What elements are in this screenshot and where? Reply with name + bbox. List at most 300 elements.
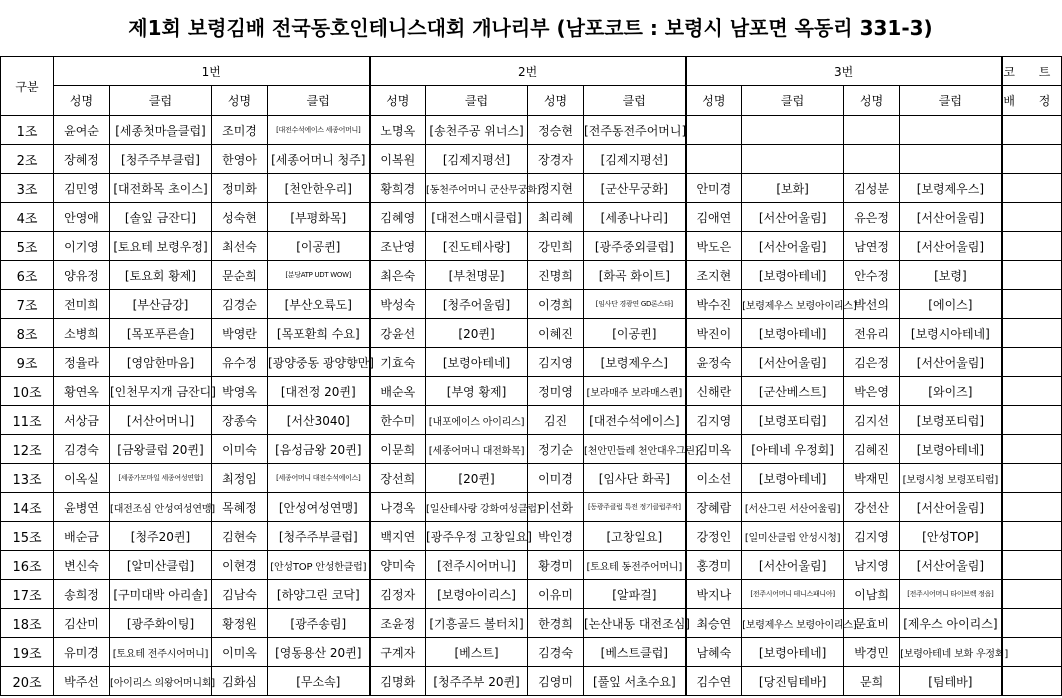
player-name-cell: 조윤정 <box>370 609 426 638</box>
code-cell <box>1002 232 1062 261</box>
club-cell: [보령아테네] <box>742 464 844 493</box>
player-name-cell: 유수정 <box>212 348 268 377</box>
player-name-cell: 이유미 <box>528 580 584 609</box>
club-cell: [부천명문] <box>426 261 528 290</box>
code-cell <box>1002 145 1062 174</box>
player-name-cell: 김경숙 <box>54 435 110 464</box>
club-cell: [베스트] <box>426 638 528 667</box>
club-cell: [보령아테네 보화 우정회] <box>900 638 1002 667</box>
club-cell: [군산무궁화] <box>584 174 686 203</box>
club-cell: [서산어울림] <box>900 203 1002 232</box>
player-name-cell: 박은영 <box>844 377 900 406</box>
club-cell: [부산오륙도] <box>268 290 370 319</box>
group-label: 19조 <box>1 638 54 667</box>
player-name-cell: 황경미 <box>528 551 584 580</box>
player-name-cell: 박주선 <box>54 667 110 696</box>
player-name-cell: 이혜진 <box>528 319 584 348</box>
page-title: 제1회 보령김배 전국동호인테니스대회 개나리부 (남포코트 : 보령시 남포면 옥동리 331-3) <box>128 16 933 40</box>
club-cell: [보령제우스] <box>900 174 1002 203</box>
player-name-cell: 이미옥 <box>212 638 268 667</box>
code-cell <box>1002 377 1062 406</box>
player-name-cell: 한수미 <box>370 406 426 435</box>
table-row <box>1 203 1062 232</box>
club-cell: [고창일요] <box>584 522 686 551</box>
table-row <box>1 319 1062 348</box>
player-name-cell: 김혜영 <box>370 203 426 232</box>
player-name-cell: 박인경 <box>528 522 584 551</box>
player-name-cell: 성숙현 <box>212 203 268 232</box>
club-cell: [서산3040] <box>268 406 370 435</box>
player-name-cell: 변신숙 <box>54 551 110 580</box>
player-name-cell: 장선희 <box>370 464 426 493</box>
player-name-cell: 백지연 <box>370 522 426 551</box>
code-cell <box>1002 493 1062 522</box>
club-cell: [서산어울림] <box>742 232 844 261</box>
player-name-cell: 김지영 <box>844 522 900 551</box>
club-cell: [김제지평선] <box>584 145 686 174</box>
club-cell: [부영 황제] <box>426 377 528 406</box>
club-cell: [영암한마음] <box>110 348 212 377</box>
club-cell: [금왕클럽 20퀸] <box>110 435 212 464</box>
table-row <box>1 580 1062 609</box>
player-name-cell: 이미경 <box>528 464 584 493</box>
group-label: 17조 <box>1 580 54 609</box>
code-cell <box>1002 667 1062 696</box>
table-row <box>1 435 1062 464</box>
group-label: 8조 <box>1 319 54 348</box>
club-cell: [김제지평선] <box>426 145 528 174</box>
club-cell: [청주20퀸] <box>110 522 212 551</box>
club-cell: [대전화목 초이스] <box>110 174 212 203</box>
player-name-cell: 이남희 <box>844 580 900 609</box>
table-row <box>1 522 1062 551</box>
table-row <box>1 290 1062 319</box>
club-cell: [진도테사랑] <box>426 232 528 261</box>
club-cell: [대전수석에이스] <box>584 406 686 435</box>
player-name-cell: 안영애 <box>54 203 110 232</box>
court-1-header: 1번 <box>54 57 370 86</box>
club-cell: [당진팀테바] <box>742 667 844 696</box>
player-name-cell: 정승현 <box>528 116 584 145</box>
player-name-cell <box>844 145 900 174</box>
club-cell: [팀테바] <box>900 667 1002 696</box>
club-cell: [세종첫마을클럽] <box>110 116 212 145</box>
club-cell: [알미산클럽] <box>110 551 212 580</box>
name-column-header: 성명 <box>212 86 268 116</box>
club-cell: [서산어울림] <box>900 551 1002 580</box>
player-name-cell: 박도은 <box>686 232 742 261</box>
player-name-cell: 정기순 <box>528 435 584 464</box>
player-name-cell: 강윤선 <box>370 319 426 348</box>
club-cell: [토요회 황제] <box>110 261 212 290</box>
player-name-cell: 양미숙 <box>370 551 426 580</box>
player-name-cell: 박성숙 <box>370 290 426 319</box>
club-cell: [광양중동 광양향만] <box>268 348 370 377</box>
player-name-cell: 김지영 <box>686 406 742 435</box>
club-cell: [토요테 동전주어머니] <box>584 551 686 580</box>
player-name-cell: 한경희 <box>528 609 584 638</box>
player-name-cell: 김경순 <box>212 290 268 319</box>
player-name-cell: 김애연 <box>686 203 742 232</box>
player-name-cell: 박영란 <box>212 319 268 348</box>
player-name-cell: 조미경 <box>212 116 268 145</box>
player-name-cell: 김영미 <box>528 667 584 696</box>
table-row <box>1 667 1062 696</box>
club-cell: [전주동전주어머니] <box>584 116 686 145</box>
name-column-header: 성명 <box>528 86 584 116</box>
player-name-cell: 김남숙 <box>212 580 268 609</box>
code-cell <box>1002 174 1062 203</box>
player-name-cell: 구계자 <box>370 638 426 667</box>
club-cell: [안성여성연맹] <box>268 493 370 522</box>
player-name-cell: 장혜정 <box>54 145 110 174</box>
name-column-header: 성명 <box>54 86 110 116</box>
club-cell: [에이스] <box>900 290 1002 319</box>
code-cell <box>1002 464 1062 493</box>
club-cell: [토요테 보령우정] <box>110 232 212 261</box>
player-name-cell: 이경희 <box>528 290 584 319</box>
table-row <box>1 261 1062 290</box>
code-cell <box>1002 290 1062 319</box>
club-cell: [보화] <box>742 174 844 203</box>
club-cell: [보라매주 보라매스퀸] <box>584 377 686 406</box>
club-cell: [알파걸] <box>584 580 686 609</box>
club-cell: [보령시청 보령포티럽] <box>900 464 1002 493</box>
club-cell: [임사단 경광연 GD론스타] <box>584 290 686 319</box>
player-name-cell: 목혜정 <box>212 493 268 522</box>
player-name-cell <box>686 116 742 145</box>
player-name-cell: 문효비 <box>844 609 900 638</box>
code-cell <box>1002 580 1062 609</box>
club-cell: [와이즈] <box>900 377 1002 406</box>
player-name-cell: 이기영 <box>54 232 110 261</box>
player-name-cell: 소병희 <box>54 319 110 348</box>
club-cell: [임사단 화곡] <box>584 464 686 493</box>
player-name-cell: 강선산 <box>844 493 900 522</box>
player-name-cell: 서상금 <box>54 406 110 435</box>
name-column-header: 성명 <box>844 86 900 116</box>
player-name-cell: 정미영 <box>528 377 584 406</box>
group-label: 10조 <box>1 377 54 406</box>
player-name-cell: 신해란 <box>686 377 742 406</box>
player-name-cell: 강정인 <box>686 522 742 551</box>
player-name-cell: 박영옥 <box>212 377 268 406</box>
player-name-cell: 강민희 <box>528 232 584 261</box>
player-name-cell <box>686 145 742 174</box>
club-cell: [서산어울림] <box>900 493 1002 522</box>
club-cell: [기흥골드 볼터치] <box>426 609 528 638</box>
code-cell <box>1002 609 1062 638</box>
player-name-cell: 윤정숙 <box>686 348 742 377</box>
player-name-cell: 홍경미 <box>686 551 742 580</box>
club-cell: [보령아테네] <box>900 435 1002 464</box>
court-3-header: 3번 <box>686 57 1002 86</box>
club-column-header: 클럽 <box>110 86 212 116</box>
player-name-cell: 윤병연 <box>54 493 110 522</box>
club-cell: [안성TOP 안성한클럽] <box>268 551 370 580</box>
code-cell <box>1002 261 1062 290</box>
code-cell <box>1002 116 1062 145</box>
club-cell: [대전정 20퀸] <box>268 377 370 406</box>
player-name-cell: 노명옥 <box>370 116 426 145</box>
club-column-header: 클럽 <box>742 86 844 116</box>
player-name-cell: 진명희 <box>528 261 584 290</box>
player-name-cell: 윤여순 <box>54 116 110 145</box>
player-name-cell: 김수연 <box>686 667 742 696</box>
group-label: 18조 <box>1 609 54 638</box>
club-cell: [보령제우스 보령아이리스] <box>742 609 844 638</box>
club-cell: [보령] <box>900 261 1002 290</box>
player-name-cell: 남혜숙 <box>686 638 742 667</box>
player-name-cell: 문희 <box>844 667 900 696</box>
group-label: 2조 <box>1 145 54 174</box>
club-cell: [보령시아테네] <box>900 319 1002 348</box>
player-name-cell: 김경숙 <box>528 638 584 667</box>
table-row <box>1 116 1062 145</box>
name-column-header: 성명 <box>686 86 742 116</box>
club-cell: [20퀸] <box>426 319 528 348</box>
club-cell: [서산그린 서산어울림] <box>742 493 844 522</box>
player-name-cell: 유은정 <box>844 203 900 232</box>
code-cell <box>1002 348 1062 377</box>
table-row <box>1 638 1062 667</box>
club-cell: [보령포티럽] <box>742 406 844 435</box>
club-cell: [인천무지개 금잔디] <box>110 377 212 406</box>
player-name-cell: 안미경 <box>686 174 742 203</box>
code-cell <box>1002 435 1062 464</box>
player-name-cell: 한영아 <box>212 145 268 174</box>
player-name-cell: 이현경 <box>212 551 268 580</box>
player-name-cell: 최정임 <box>212 464 268 493</box>
player-name-cell: 김성분 <box>844 174 900 203</box>
club-cell <box>900 116 1002 145</box>
player-name-cell: 김지선 <box>844 406 900 435</box>
draw-table <box>0 56 1062 696</box>
player-name-cell: 배순옥 <box>370 377 426 406</box>
club-cell: [보령아이리스] <box>426 580 528 609</box>
code-cell <box>1002 406 1062 435</box>
club-cell: [세종어머니 대전수석에이스] <box>268 464 370 493</box>
club-cell: [청주주부 20퀸] <box>426 667 528 696</box>
player-name-cell <box>844 116 900 145</box>
player-name-cell: 박진이 <box>686 319 742 348</box>
club-cell: [광주중외클럽] <box>584 232 686 261</box>
club-cell: [청주어울림] <box>426 290 528 319</box>
table-row <box>1 174 1062 203</box>
club-cell: [이공퀸] <box>584 319 686 348</box>
table-row <box>1 551 1062 580</box>
club-cell: [분당ATP UDT WOW] <box>268 261 370 290</box>
club-cell: [제우스 아이리스] <box>900 609 1002 638</box>
player-name-cell: 기효숙 <box>370 348 426 377</box>
table-row <box>1 609 1062 638</box>
club-cell: [청주주부클럽] <box>110 145 212 174</box>
table-row <box>1 145 1062 174</box>
club-cell: [부평화목] <box>268 203 370 232</box>
player-name-cell: 배순금 <box>54 522 110 551</box>
player-name-cell: 안수정 <box>844 261 900 290</box>
group-label: 5조 <box>1 232 54 261</box>
club-cell: [이공퀸] <box>268 232 370 261</box>
player-name-cell: 김화심 <box>212 667 268 696</box>
group-label: 15조 <box>1 522 54 551</box>
club-column-header: 클럽 <box>268 86 370 116</box>
club-cell: [보령아테네] <box>426 348 528 377</box>
code-cell <box>1002 203 1062 232</box>
player-name-cell: 이선화 <box>528 493 584 522</box>
player-name-cell: 최선숙 <box>212 232 268 261</box>
player-name-cell: 김명화 <box>370 667 426 696</box>
player-name-cell: 이옥실 <box>54 464 110 493</box>
group-label: 7조 <box>1 290 54 319</box>
player-name-cell: 장종숙 <box>212 406 268 435</box>
club-cell: [광주화이팅] <box>110 609 212 638</box>
club-cell <box>900 145 1002 174</box>
player-name-cell: 정율라 <box>54 348 110 377</box>
code-cell <box>1002 522 1062 551</box>
club-cell: [보령제우스 보령아이리스] <box>742 290 844 319</box>
club-cell: [서산어울림] <box>742 348 844 377</box>
club-cell: [청주주부클럽] <box>268 522 370 551</box>
player-name-cell: 나경옥 <box>370 493 426 522</box>
club-cell: [보령아테네] <box>742 261 844 290</box>
player-name-cell: 이문희 <box>370 435 426 464</box>
player-name-cell: 황희경 <box>370 174 426 203</box>
club-cell: [내포에이스 아이리스] <box>426 406 528 435</box>
club-cell: [솔잎 금잔디] <box>110 203 212 232</box>
group-label: 1조 <box>1 116 54 145</box>
player-name-cell: 박경민 <box>844 638 900 667</box>
group-header: 구분 <box>1 57 54 116</box>
club-cell: [일산테사랑 강화여성클럽] <box>426 493 528 522</box>
group-label: 11조 <box>1 406 54 435</box>
club-cell: [토요테 전주시어머니] <box>110 638 212 667</box>
player-name-cell: 정미화 <box>212 174 268 203</box>
table-row <box>1 377 1062 406</box>
club-cell: [세종가모마일 세종여성연합] <box>110 464 212 493</box>
club-cell: [전주시어머니] <box>426 551 528 580</box>
player-name-cell: 박재민 <box>844 464 900 493</box>
club-cell: [목포푸른솔] <box>110 319 212 348</box>
club-cell: [음성금왕 20퀸] <box>268 435 370 464</box>
group-label: 4조 <box>1 203 54 232</box>
club-cell: [대전조심 안성여성연맹] <box>110 493 212 522</box>
club-cell: [서산어울림] <box>900 348 1002 377</box>
player-name-cell: 전유리 <box>844 319 900 348</box>
player-name-cell: 최승연 <box>686 609 742 638</box>
club-cell: [논산내동 대전조심] <box>584 609 686 638</box>
player-name-cell: 유미경 <box>54 638 110 667</box>
club-cell: [동광주클럽 특전 정기클럽주작] <box>584 493 686 522</box>
club-cell: [대전수석에이스 세종어머니] <box>268 116 370 145</box>
player-name-cell: 최은숙 <box>370 261 426 290</box>
player-name-cell: 김진 <box>528 406 584 435</box>
player-name-cell: 김현숙 <box>212 522 268 551</box>
player-name-cell: 조난영 <box>370 232 426 261</box>
group-label: 9조 <box>1 348 54 377</box>
player-name-cell: 황정원 <box>212 609 268 638</box>
player-name-cell: 김정자 <box>370 580 426 609</box>
club-cell <box>742 116 844 145</box>
player-name-cell: 장혜람 <box>686 493 742 522</box>
club-cell: [대전스매시클럽] <box>426 203 528 232</box>
player-name-cell: 문순희 <box>212 261 268 290</box>
club-cell: [서산어머니] <box>110 406 212 435</box>
club-cell: [전주시어머니 테니스패니아] <box>742 580 844 609</box>
table-row <box>1 464 1062 493</box>
player-name-cell: 정지현 <box>528 174 584 203</box>
player-name-cell: 장경자 <box>528 145 584 174</box>
player-name-cell: 김혜진 <box>844 435 900 464</box>
player-name-cell: 황연옥 <box>54 377 110 406</box>
club-cell: [세종어머니 대전화목] <box>426 435 528 464</box>
club-cell: [화곡 화이트] <box>584 261 686 290</box>
table-row <box>1 348 1062 377</box>
club-cell: [전주시어머니 타이브렉 정읍] <box>900 580 1002 609</box>
group-label: 12조 <box>1 435 54 464</box>
club-cell: [송천주공 위너스] <box>426 116 528 145</box>
club-cell: [서산어울림] <box>742 551 844 580</box>
player-name-cell: 김은정 <box>844 348 900 377</box>
club-cell: [무소속] <box>268 667 370 696</box>
player-name-cell: 이소선 <box>686 464 742 493</box>
club-cell: [서산어울림] <box>900 232 1002 261</box>
club-cell: [구미대박 아리솔] <box>110 580 212 609</box>
player-name-cell: 이복원 <box>370 145 426 174</box>
club-cell: [천안민들레 천안대우그린] <box>584 435 686 464</box>
club-cell: [일미산클럽 안성시청] <box>742 522 844 551</box>
code-cell <box>1002 551 1062 580</box>
player-name-cell: 박수진 <box>686 290 742 319</box>
table-row <box>1 406 1062 435</box>
name-column-header: 성명 <box>370 86 426 116</box>
player-name-cell: 조지현 <box>686 261 742 290</box>
player-name-cell: 송희정 <box>54 580 110 609</box>
court-2-header: 2번 <box>370 57 686 86</box>
club-column-header: 클럽 <box>584 86 686 116</box>
club-column-header: 클럽 <box>426 86 528 116</box>
club-cell: [동천주어머니 군산무궁화] <box>426 174 528 203</box>
club-cell: [부산금강] <box>110 290 212 319</box>
group-label: 16조 <box>1 551 54 580</box>
code-header: 코 트 <box>1002 57 1062 86</box>
club-cell: [세종나나리] <box>584 203 686 232</box>
player-name-cell: 전미희 <box>54 290 110 319</box>
club-cell: [광주우정 고창일요] <box>426 522 528 551</box>
player-name-cell: 이미숙 <box>212 435 268 464</box>
club-cell: [보령포티럽] <box>900 406 1002 435</box>
club-cell: [천안한우리] <box>268 174 370 203</box>
club-cell: [영동용산 20퀸] <box>268 638 370 667</box>
player-name-cell: 남지영 <box>844 551 900 580</box>
club-cell: [20퀸] <box>426 464 528 493</box>
table-row <box>1 493 1062 522</box>
code-cell <box>1002 319 1062 348</box>
club-cell: [보령아테네] <box>742 319 844 348</box>
club-cell: [서산어울림] <box>742 203 844 232</box>
group-label: 13조 <box>1 464 54 493</box>
player-name-cell: 김산미 <box>54 609 110 638</box>
group-label: 3조 <box>1 174 54 203</box>
club-cell: [광주송림] <box>268 609 370 638</box>
club-cell: [보령아테네] <box>742 638 844 667</box>
code-subheader: 배 정 <box>1002 86 1062 116</box>
player-name-cell: 김미옥 <box>686 435 742 464</box>
player-name-cell: 양유정 <box>54 261 110 290</box>
player-name-cell: 김지영 <box>528 348 584 377</box>
club-cell: [보령제우스] <box>584 348 686 377</box>
club-cell: [아이리스 의왕어머니회] <box>110 667 212 696</box>
